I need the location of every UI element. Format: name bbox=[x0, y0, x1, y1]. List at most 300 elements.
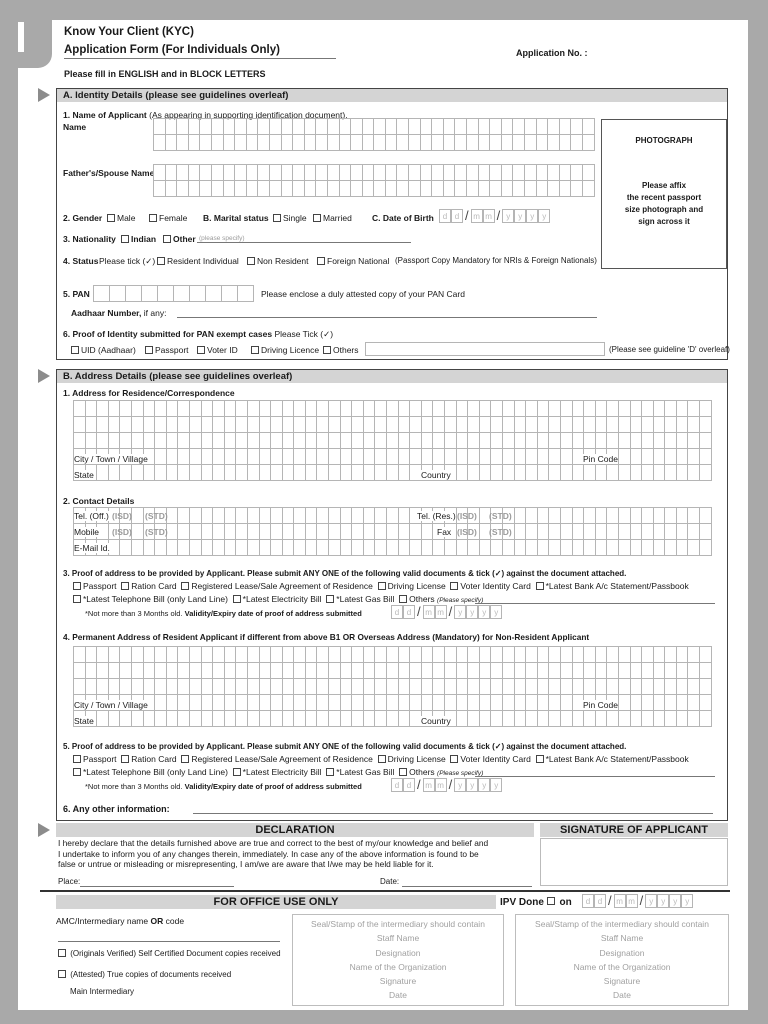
grid-cell[interactable] bbox=[328, 711, 340, 727]
grid-cell[interactable] bbox=[385, 135, 397, 151]
grid-cell[interactable] bbox=[502, 663, 514, 679]
grid-cell[interactable] bbox=[409, 465, 421, 481]
grid-cell[interactable] bbox=[409, 663, 421, 679]
grid-cell[interactable] bbox=[490, 679, 502, 695]
indian-checkbox[interactable] bbox=[121, 235, 129, 243]
grid-cell[interactable] bbox=[224, 711, 236, 727]
grid-cell[interactable] bbox=[234, 119, 246, 135]
grid-cell[interactable] bbox=[188, 165, 200, 181]
grid-cell[interactable] bbox=[212, 449, 224, 465]
grid-cell[interactable] bbox=[641, 417, 653, 433]
date-box[interactable]: y bbox=[454, 605, 466, 619]
grid-cell[interactable] bbox=[373, 181, 385, 197]
grid-cell[interactable] bbox=[420, 181, 432, 197]
grid-cell[interactable] bbox=[536, 165, 548, 181]
grid-cell[interactable] bbox=[490, 695, 502, 711]
grid-cell[interactable] bbox=[618, 465, 630, 481]
grid-cell[interactable] bbox=[189, 508, 201, 524]
grid-cell[interactable] bbox=[247, 540, 259, 556]
date-box[interactable]: m bbox=[614, 894, 626, 908]
grid-cell[interactable] bbox=[201, 417, 213, 433]
grid-cell[interactable] bbox=[189, 663, 201, 679]
grid-cell[interactable] bbox=[281, 165, 293, 181]
grid-cell[interactable] bbox=[514, 540, 526, 556]
grid-cell[interactable] bbox=[247, 433, 259, 449]
grid-cell[interactable] bbox=[131, 417, 143, 433]
grid-cell[interactable] bbox=[398, 524, 410, 540]
grid-cell[interactable] bbox=[224, 417, 236, 433]
grid-cell[interactable] bbox=[224, 647, 236, 663]
doc-checkbox[interactable] bbox=[233, 768, 241, 776]
grid-cell[interactable] bbox=[199, 119, 211, 135]
grid-cell[interactable] bbox=[512, 165, 524, 181]
grid-cell[interactable] bbox=[96, 647, 108, 663]
grid-cell[interactable] bbox=[270, 449, 282, 465]
grid-cell[interactable] bbox=[293, 540, 305, 556]
grid-cell[interactable] bbox=[305, 524, 317, 540]
grid-cell[interactable] bbox=[583, 647, 595, 663]
grid-cell[interactable] bbox=[373, 135, 385, 151]
grid-cell[interactable] bbox=[73, 417, 85, 433]
grid-cell[interactable] bbox=[211, 165, 223, 181]
grid-cell[interactable] bbox=[143, 417, 155, 433]
doc-checkbox[interactable] bbox=[181, 582, 189, 590]
grid-cell[interactable] bbox=[327, 165, 339, 181]
grid-cell[interactable] bbox=[398, 401, 410, 417]
grid-cell[interactable] bbox=[305, 508, 317, 524]
grid-cell[interactable] bbox=[143, 711, 155, 727]
grid-cell[interactable] bbox=[537, 433, 549, 449]
grid-cell[interactable] bbox=[363, 401, 375, 417]
grid-cell[interactable] bbox=[664, 663, 676, 679]
grid-cell[interactable] bbox=[108, 647, 120, 663]
grid-cell[interactable] bbox=[154, 417, 166, 433]
grid-cell[interactable] bbox=[421, 524, 433, 540]
grid-cell[interactable] bbox=[212, 695, 224, 711]
grid-cell[interactable] bbox=[386, 524, 398, 540]
grid-cell[interactable] bbox=[96, 711, 108, 727]
grid-cell[interactable] bbox=[177, 679, 189, 695]
grid-cell[interactable] bbox=[109, 286, 125, 302]
grid-cell[interactable] bbox=[166, 465, 178, 481]
grid-cell[interactable] bbox=[305, 417, 317, 433]
grid-cell[interactable] bbox=[282, 417, 294, 433]
grid-cell[interactable] bbox=[559, 119, 571, 135]
grid-cell[interactable] bbox=[582, 165, 594, 181]
grid-cell[interactable] bbox=[653, 449, 665, 465]
grid-cell[interactable] bbox=[188, 135, 200, 151]
grid-cell[interactable] bbox=[385, 165, 397, 181]
dob-date-boxes[interactable] bbox=[439, 208, 550, 223]
grid-cell[interactable] bbox=[340, 711, 352, 727]
grid-cell[interactable] bbox=[166, 417, 178, 433]
grid-cell[interactable] bbox=[282, 540, 294, 556]
poi-voter-option[interactable]: Voter ID bbox=[197, 345, 238, 355]
grid-cell[interactable] bbox=[235, 449, 247, 465]
grid-cell[interactable] bbox=[478, 135, 490, 151]
grid-cell[interactable] bbox=[537, 401, 549, 417]
grid-cell[interactable] bbox=[606, 433, 618, 449]
grid-cell[interactable] bbox=[247, 465, 259, 481]
poi-uid-option[interactable]: UID (Aadhaar) bbox=[71, 345, 136, 355]
grid-cell[interactable] bbox=[386, 433, 398, 449]
grid-cell[interactable] bbox=[293, 524, 305, 540]
date-box[interactable]: d bbox=[403, 605, 415, 619]
grid-cell[interactable] bbox=[479, 695, 491, 711]
grid-cell[interactable] bbox=[293, 449, 305, 465]
grid-cell[interactable] bbox=[96, 401, 108, 417]
grid-cell[interactable] bbox=[653, 679, 665, 695]
doc-checkbox[interactable] bbox=[326, 768, 334, 776]
grid-cell[interactable] bbox=[339, 119, 351, 135]
grid-cell[interactable] bbox=[316, 679, 328, 695]
grid-cell[interactable] bbox=[676, 417, 688, 433]
grid-cell[interactable] bbox=[537, 417, 549, 433]
date-box[interactable]: y bbox=[645, 894, 657, 908]
grid-cell[interactable] bbox=[479, 711, 491, 727]
grid-cell[interactable] bbox=[154, 433, 166, 449]
grid-cell[interactable] bbox=[293, 679, 305, 695]
grid-cell[interactable] bbox=[479, 465, 491, 481]
grid-cell[interactable] bbox=[374, 417, 386, 433]
grid-cell[interactable] bbox=[537, 540, 549, 556]
grid-cell[interactable] bbox=[282, 679, 294, 695]
grid-cell[interactable] bbox=[524, 165, 536, 181]
doc-checkbox[interactable] bbox=[450, 582, 458, 590]
grid-cell[interactable] bbox=[73, 663, 85, 679]
contact-grid[interactable] bbox=[73, 507, 712, 556]
grid-cell[interactable] bbox=[315, 165, 327, 181]
date-box[interactable]: y bbox=[454, 778, 466, 792]
grid-cell[interactable] bbox=[386, 401, 398, 417]
grid-cell[interactable] bbox=[479, 663, 491, 679]
grid-cell[interactable] bbox=[583, 679, 595, 695]
grid-cell[interactable] bbox=[259, 524, 271, 540]
grid-cell[interactable] bbox=[177, 465, 189, 481]
grid-cell[interactable] bbox=[108, 663, 120, 679]
grid-cell[interactable] bbox=[374, 508, 386, 524]
grid-cell[interactable] bbox=[409, 540, 421, 556]
grid-cell[interactable] bbox=[525, 711, 537, 727]
grid-cell[interactable] bbox=[502, 449, 514, 465]
grid-cell[interactable] bbox=[282, 647, 294, 663]
grid-cell[interactable] bbox=[432, 679, 444, 695]
grid-cell[interactable] bbox=[131, 465, 143, 481]
grid-cell[interactable] bbox=[304, 181, 316, 197]
grid-cell[interactable] bbox=[108, 465, 120, 481]
grid-cell[interactable] bbox=[143, 401, 155, 417]
grid-cell[interactable] bbox=[166, 695, 178, 711]
grid-cell[interactable] bbox=[699, 508, 711, 524]
grid-cell[interactable] bbox=[177, 401, 189, 417]
permanent-address-grid[interactable] bbox=[73, 646, 712, 727]
grid-cell[interactable] bbox=[630, 449, 642, 465]
grid-cell[interactable] bbox=[386, 679, 398, 695]
validity-date-boxes[interactable] bbox=[391, 777, 502, 792]
grid-cell[interactable] bbox=[514, 695, 526, 711]
grid-cell[interactable] bbox=[363, 647, 375, 663]
grid-cell[interactable] bbox=[154, 540, 166, 556]
grid-cell[interactable] bbox=[560, 449, 572, 465]
grid-cell[interactable] bbox=[618, 663, 630, 679]
grid-cell[interactable] bbox=[315, 135, 327, 151]
grid-cell[interactable] bbox=[153, 135, 165, 151]
grid-cell[interactable] bbox=[490, 540, 502, 556]
grid-cell[interactable] bbox=[595, 433, 607, 449]
grid-cell[interactable] bbox=[560, 465, 572, 481]
grid-cell[interactable] bbox=[525, 540, 537, 556]
grid-cell[interactable] bbox=[374, 540, 386, 556]
grid-cell[interactable] bbox=[270, 711, 282, 727]
grid-cell[interactable] bbox=[305, 465, 317, 481]
grid-cell[interactable] bbox=[201, 711, 213, 727]
grid-cell[interactable] bbox=[618, 401, 630, 417]
doc-checkbox[interactable] bbox=[536, 582, 544, 590]
grid-cell[interactable] bbox=[467, 465, 479, 481]
date-box[interactable]: y bbox=[538, 209, 550, 223]
grid-cell[interactable] bbox=[409, 647, 421, 663]
grid-cell[interactable] bbox=[630, 695, 642, 711]
grid-cell[interactable] bbox=[398, 433, 410, 449]
grid-cell[interactable] bbox=[653, 401, 665, 417]
grid-cell[interactable] bbox=[653, 663, 665, 679]
grid-cell[interactable] bbox=[166, 449, 178, 465]
grid-cell[interactable] bbox=[514, 433, 526, 449]
grid-cell[interactable] bbox=[630, 663, 642, 679]
grid-cell[interactable] bbox=[420, 135, 432, 151]
grid-cell[interactable] bbox=[96, 433, 108, 449]
grid-cell[interactable] bbox=[177, 711, 189, 727]
grid-cell[interactable] bbox=[293, 647, 305, 663]
grid-cell[interactable] bbox=[398, 449, 410, 465]
grid-cell[interactable] bbox=[467, 647, 479, 663]
grid-cell[interactable] bbox=[305, 711, 317, 727]
grid-cell[interactable] bbox=[247, 508, 259, 524]
grid-cell[interactable] bbox=[595, 647, 607, 663]
grid-cell[interactable] bbox=[93, 286, 109, 302]
resident-checkbox[interactable] bbox=[157, 257, 165, 265]
doc-checkbox[interactable] bbox=[73, 755, 81, 763]
grid-cell[interactable] bbox=[373, 119, 385, 135]
other-checkbox[interactable] bbox=[163, 235, 171, 243]
grid-cell[interactable] bbox=[606, 465, 618, 481]
grid-cell[interactable] bbox=[234, 135, 246, 151]
grid-cell[interactable] bbox=[340, 679, 352, 695]
grid-cell[interactable] bbox=[421, 663, 433, 679]
grid-cell[interactable] bbox=[456, 647, 468, 663]
grid-cell[interactable] bbox=[687, 679, 699, 695]
grid-cell[interactable] bbox=[641, 508, 653, 524]
grid-cell[interactable] bbox=[687, 663, 699, 679]
grid-cell[interactable] bbox=[490, 417, 502, 433]
grid-cell[interactable] bbox=[409, 417, 421, 433]
grid-cell[interactable] bbox=[282, 465, 294, 481]
grid-cell[interactable] bbox=[514, 465, 526, 481]
signature-box[interactable] bbox=[540, 838, 728, 886]
grid-cell[interactable] bbox=[560, 647, 572, 663]
grid-cell[interactable] bbox=[676, 508, 688, 524]
doc-checkbox[interactable] bbox=[181, 755, 189, 763]
grid-cell[interactable] bbox=[305, 647, 317, 663]
grid-cell[interactable] bbox=[73, 401, 85, 417]
grid-cell[interactable] bbox=[327, 181, 339, 197]
grid-cell[interactable] bbox=[572, 679, 584, 695]
grid-cell[interactable] bbox=[537, 524, 549, 540]
grid-cell[interactable] bbox=[305, 679, 317, 695]
grid-cell[interactable] bbox=[595, 540, 607, 556]
grid-cell[interactable] bbox=[131, 679, 143, 695]
grid-cell[interactable] bbox=[467, 695, 479, 711]
grid-cell[interactable] bbox=[131, 711, 143, 727]
grid-cell[interactable] bbox=[512, 119, 524, 135]
grid-cell[interactable] bbox=[444, 695, 456, 711]
grid-cell[interactable] bbox=[583, 711, 595, 727]
doc-checkbox[interactable] bbox=[73, 582, 81, 590]
grid-cell[interactable] bbox=[408, 135, 420, 151]
grid-cell[interactable] bbox=[431, 181, 443, 197]
grid-cell[interactable] bbox=[212, 401, 224, 417]
grid-cell[interactable] bbox=[386, 695, 398, 711]
grid-cell[interactable] bbox=[201, 465, 213, 481]
grid-cell[interactable] bbox=[454, 135, 466, 151]
grid-cell[interactable] bbox=[514, 679, 526, 695]
grid-cell[interactable] bbox=[641, 695, 653, 711]
grid-cell[interactable] bbox=[444, 417, 456, 433]
grid-cell[interactable] bbox=[421, 695, 433, 711]
grid-cell[interactable] bbox=[456, 711, 468, 727]
grid-cell[interactable] bbox=[630, 417, 642, 433]
grid-cell[interactable] bbox=[479, 433, 491, 449]
grid-cell[interactable] bbox=[409, 695, 421, 711]
grid-cell[interactable] bbox=[316, 508, 328, 524]
grid-cell[interactable] bbox=[467, 540, 479, 556]
grid-cell[interactable] bbox=[173, 286, 189, 302]
date-box[interactable]: y bbox=[490, 778, 502, 792]
grid-cell[interactable] bbox=[398, 711, 410, 727]
grid-cell[interactable] bbox=[374, 663, 386, 679]
grid-cell[interactable] bbox=[119, 540, 131, 556]
grid-cell[interactable] bbox=[224, 465, 236, 481]
grid-cell[interactable] bbox=[212, 524, 224, 540]
grid-cell[interactable] bbox=[269, 119, 281, 135]
grid-cell[interactable] bbox=[224, 508, 236, 524]
grid-cell[interactable] bbox=[259, 663, 271, 679]
grid-cell[interactable] bbox=[143, 540, 155, 556]
grid-cell[interactable] bbox=[548, 417, 560, 433]
grid-cell[interactable] bbox=[212, 465, 224, 481]
grid-cell[interactable] bbox=[315, 119, 327, 135]
grid-cell[interactable] bbox=[212, 417, 224, 433]
grid-cell[interactable] bbox=[525, 465, 537, 481]
grid-cell[interactable] bbox=[282, 508, 294, 524]
grid-cell[interactable] bbox=[454, 119, 466, 135]
grid-cell[interactable] bbox=[432, 647, 444, 663]
male-checkbox[interactable] bbox=[107, 214, 115, 222]
grid-cell[interactable] bbox=[525, 449, 537, 465]
grid-cell[interactable] bbox=[108, 401, 120, 417]
doc-others-line[interactable] bbox=[475, 776, 715, 777]
grid-cell[interactable] bbox=[699, 679, 711, 695]
grid-cell[interactable] bbox=[305, 449, 317, 465]
grid-cell[interactable] bbox=[154, 465, 166, 481]
grid-cell[interactable] bbox=[246, 135, 258, 151]
grid-cell[interactable] bbox=[269, 135, 281, 151]
grid-cell[interactable] bbox=[490, 711, 502, 727]
grid-cell[interactable] bbox=[537, 695, 549, 711]
grid-cell[interactable] bbox=[444, 540, 456, 556]
grid-cell[interactable] bbox=[224, 663, 236, 679]
grid-cell[interactable] bbox=[630, 508, 642, 524]
grid-cell[interactable] bbox=[340, 524, 352, 540]
grid-cell[interactable] bbox=[350, 119, 362, 135]
date-box[interactable]: m bbox=[423, 605, 435, 619]
grid-cell[interactable] bbox=[96, 465, 108, 481]
grid-cell[interactable] bbox=[189, 540, 201, 556]
grid-cell[interactable] bbox=[327, 135, 339, 151]
grid-cell[interactable] bbox=[328, 465, 340, 481]
grid-cell[interactable] bbox=[409, 449, 421, 465]
grid-cell[interactable] bbox=[85, 401, 97, 417]
grid-cell[interactable] bbox=[212, 711, 224, 727]
driving-licence-checkbox[interactable] bbox=[251, 346, 259, 354]
grid-cell[interactable] bbox=[351, 647, 363, 663]
grid-cell[interactable] bbox=[699, 647, 711, 663]
grid-cell[interactable] bbox=[96, 663, 108, 679]
grid-cell[interactable] bbox=[456, 449, 468, 465]
grid-cell[interactable] bbox=[687, 508, 699, 524]
grid-cell[interactable] bbox=[664, 449, 676, 465]
grid-cell[interactable] bbox=[374, 449, 386, 465]
grid-cell[interactable] bbox=[270, 465, 282, 481]
ipv-date-boxes[interactable] bbox=[582, 893, 693, 908]
grid-cell[interactable] bbox=[548, 647, 560, 663]
doc-checkbox[interactable] bbox=[536, 755, 544, 763]
grid-cell[interactable] bbox=[478, 165, 490, 181]
date-box[interactable]: m bbox=[435, 605, 447, 619]
grid-cell[interactable] bbox=[502, 540, 514, 556]
female-checkbox[interactable] bbox=[149, 214, 157, 222]
doc-checkbox[interactable] bbox=[378, 582, 386, 590]
grid-cell[interactable] bbox=[189, 524, 201, 540]
grid-cell[interactable] bbox=[153, 165, 165, 181]
grid-cell[interactable] bbox=[676, 449, 688, 465]
grid-cell[interactable] bbox=[432, 417, 444, 433]
grid-cell[interactable] bbox=[560, 433, 572, 449]
grid-cell[interactable] bbox=[223, 119, 235, 135]
grid-cell[interactable] bbox=[212, 647, 224, 663]
grid-cell[interactable] bbox=[618, 417, 630, 433]
grid-cell[interactable] bbox=[85, 663, 97, 679]
passport-checkbox[interactable] bbox=[145, 346, 153, 354]
grid-cell[interactable] bbox=[154, 663, 166, 679]
grid-cell[interactable] bbox=[653, 647, 665, 663]
date-box[interactable]: d bbox=[451, 209, 463, 223]
grid-cell[interactable] bbox=[641, 647, 653, 663]
grid-cell[interactable] bbox=[211, 119, 223, 135]
grid-cell[interactable] bbox=[490, 647, 502, 663]
grid-cell[interactable] bbox=[408, 119, 420, 135]
grid-cell[interactable] bbox=[421, 449, 433, 465]
grid-cell[interactable] bbox=[119, 663, 131, 679]
grid-cell[interactable] bbox=[270, 647, 282, 663]
grid-cell[interactable] bbox=[259, 711, 271, 727]
grid-cell[interactable] bbox=[386, 465, 398, 481]
grid-cell[interactable] bbox=[630, 465, 642, 481]
grid-cell[interactable] bbox=[351, 711, 363, 727]
grid-cell[interactable] bbox=[316, 711, 328, 727]
grid-cell[interactable] bbox=[664, 695, 676, 711]
grid-cell[interactable] bbox=[408, 165, 420, 181]
